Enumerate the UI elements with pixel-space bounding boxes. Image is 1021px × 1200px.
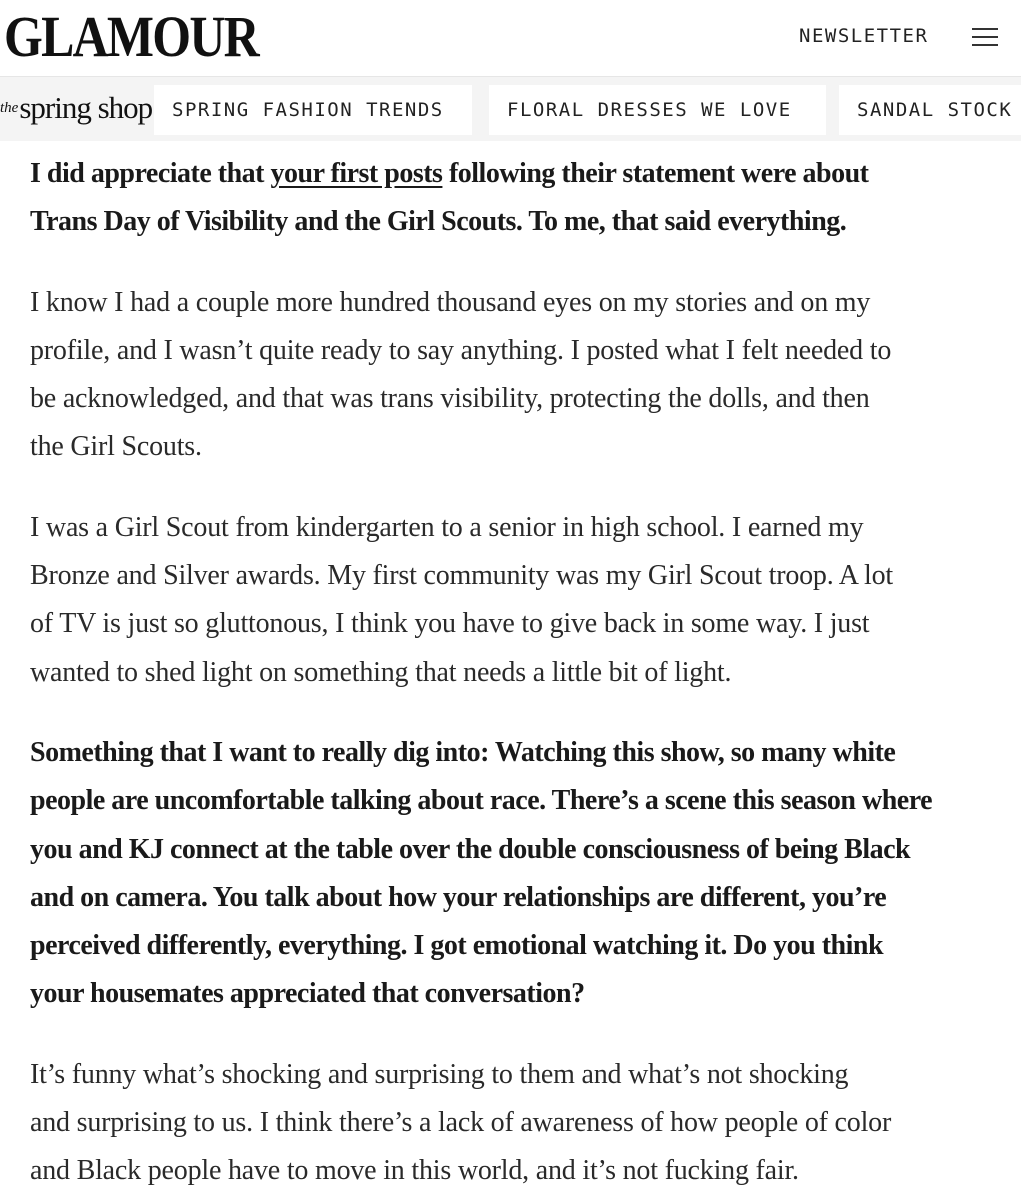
answer-2 (30, 504, 990, 697)
answer-2-line: of TV is just so gluttonous, I think you have to give back in some way. I just (30, 608, 870, 640)
answer-3-line: It’s funny what’s shocking and surprising to them and what’s not shocking (30, 1058, 849, 1090)
pill-spring-fashion-trends[interactable]: SPRING FASHION TRENDS (154, 85, 472, 135)
question-2 (30, 729, 990, 1019)
question-2-line: perceived differently, everything. I got emotional watching it. Do you think (30, 930, 884, 962)
question-2-line: people are uncomfortable talking about race. There’s a scene this season where (30, 785, 933, 817)
glamour-logo[interactable]: GLAMOUR (4, 4, 258, 69)
spring-shop-nav (0, 77, 1021, 141)
question-2-line: Something that I want to really dig into: Watching this show, so many white (30, 736, 896, 768)
answer-2-line: wanted to shed light on something that needs a little bit of light. (30, 656, 732, 688)
question-1 (30, 150, 990, 247)
answer-3 (30, 1051, 990, 1196)
question-1-text-c: Trans Day of Visibility and the Girl Scouts. To me, that said everything. (30, 206, 847, 238)
your-first-posts-link[interactable]: your first posts (270, 158, 443, 189)
answer-2-line: I was a Girl Scout from kindergarten to a senior in high school. I earned my (30, 511, 864, 543)
brand-main: spring shop (19, 90, 153, 125)
pill-floral-dresses[interactable]: FLORAL DRESSES WE LOVE (489, 85, 826, 135)
question-1-text-b: following their statement were about (442, 158, 869, 189)
answer-1-line: be acknowledged, and that was trans visibility, protecting the dolls, and then (30, 383, 870, 415)
brand-prefix: the (0, 100, 19, 116)
question-1-text-a: I did appreciate that (30, 158, 271, 189)
spring-shop-brand[interactable] (0, 90, 152, 126)
site-header (0, 0, 1021, 77)
question-2-line: your housemates appreciated that conversation? (30, 978, 585, 1010)
answer-1-line: profile, and I wasn’t quite ready to say anything. I posted what I felt needed to (30, 334, 892, 366)
hamburger-menu-icon[interactable] (972, 26, 998, 48)
newsletter-link[interactable]: NEWSLETTER (799, 25, 929, 47)
answer-2-line: Bronze and Silver awards. My first community was my Girl Scout troop. A lot (30, 560, 894, 592)
question-2-line: and on camera. You talk about how your relationships are different, you’re (30, 881, 887, 913)
answer-3-line: and Black people have to move in this world, and it’s not fucking fair. (30, 1155, 799, 1187)
pill-sandal-stock[interactable]: SANDAL STOCK (839, 85, 1021, 135)
answer-1-line: I know I had a couple more hundred thousand eyes on my stories and on my (30, 286, 871, 318)
question-2-line: you and KJ connect at the table over the double consciousness of being Black (30, 833, 911, 865)
answer-1-line: the Girl Scouts. (30, 431, 202, 463)
answer-1 (30, 279, 990, 472)
article-body (30, 150, 990, 1196)
answer-3-line: and surprising to us. I think there’s a lack of awareness of how people of color (30, 1107, 892, 1139)
